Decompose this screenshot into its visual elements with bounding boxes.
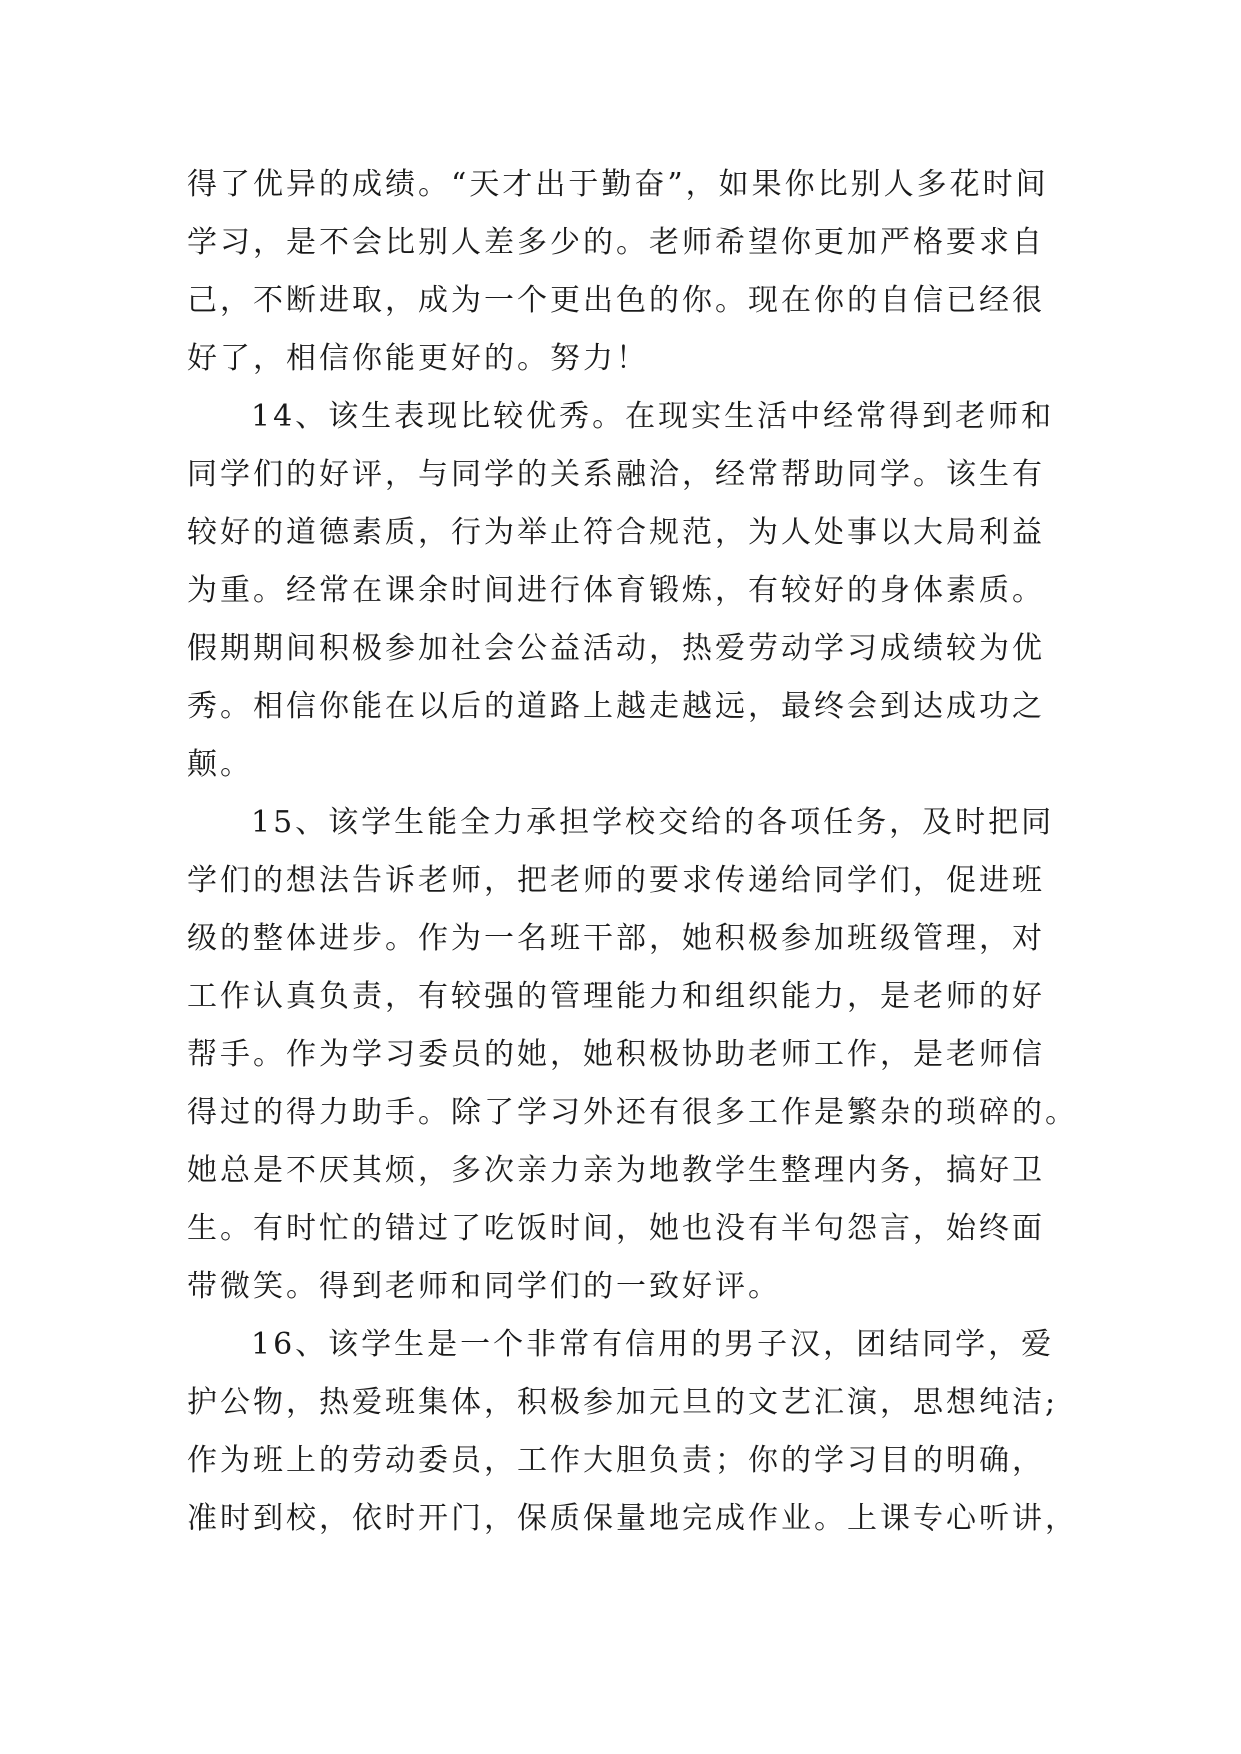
paragraph-14-first-line: 14、该生表现比较优秀。在现实生活中经常得到老师和 <box>251 399 1055 434</box>
text-line: 生。有时忙的错过了吃饭时间，她也没有半句怨言，始终面 <box>187 1211 1045 1246</box>
paragraph-16-first-line: 16、该学生是一个非常有信用的男子汉，团结同学，爱 <box>251 1327 1055 1362</box>
text-line: 己，不断进取，成为一个更出色的你。现在你的自信已经很 <box>187 283 1045 318</box>
text-line: 级的整体进步。作为一名班干部，她积极参加班级管理，对 <box>187 921 1045 956</box>
text-line: 好了，相信你能更好的。努力！ <box>187 341 649 376</box>
text-line: 假期期间积极参加社会公益活动，热爱劳动学习成绩较为优 <box>187 631 1045 666</box>
text-line: 带微笑。得到老师和同学们的一致好评。 <box>187 1269 781 1304</box>
text-line: 护公物，热爱班集体，积极参加元旦的文艺汇演，思想纯洁; <box>187 1385 1059 1420</box>
text-line: 较好的道德素质，行为举止符合规范，为人处事以大局利益 <box>187 515 1045 550</box>
text-line: 学习，是不会比别人差多少的。老师希望你更加严格要求自 <box>187 225 1045 260</box>
text-line: 她总是不厌其烦，多次亲力亲为地教学生整理内务，搞好卫 <box>187 1153 1045 1188</box>
text-line: 工作认真负责，有较强的管理能力和组织能力，是老师的好 <box>187 979 1045 1014</box>
text-line: 为重。经常在课余时间进行体育锻炼，有较好的身体素质。 <box>187 573 1045 608</box>
text-line: 得过的得力助手。除了学习外还有很多工作是繁杂的琐碎的。 <box>187 1095 1078 1130</box>
paragraph-15-first-line: 15、该学生能全力承担学校交给的各项任务，及时把同 <box>251 805 1055 840</box>
text-line: 得了优异的成绩。“天才出于勤奋”，如果你比别人多花时间 <box>187 167 1049 202</box>
text-line: 作为班上的劳动委员，工作大胆负责；你的学习目的明确， <box>187 1443 1045 1478</box>
text-line: 准时到校，依时开门，保质保量地完成作业。上课专心听讲， <box>187 1501 1078 1536</box>
text-line: 学们的想法告诉老师，把老师的要求传递给同学们，促进班 <box>187 863 1045 898</box>
text-line: 秀。相信你能在以后的道路上越走越远，最终会到达成功之 <box>187 689 1045 724</box>
text-line: 颠。 <box>187 747 253 782</box>
body-text <box>187 156 1078 1548</box>
text-line: 同学们的好评，与同学的关系融洽，经常帮助同学。该生有 <box>187 457 1045 492</box>
text-line: 帮手。作为学习委员的她，她积极协助老师工作，是老师信 <box>187 1037 1045 1072</box>
